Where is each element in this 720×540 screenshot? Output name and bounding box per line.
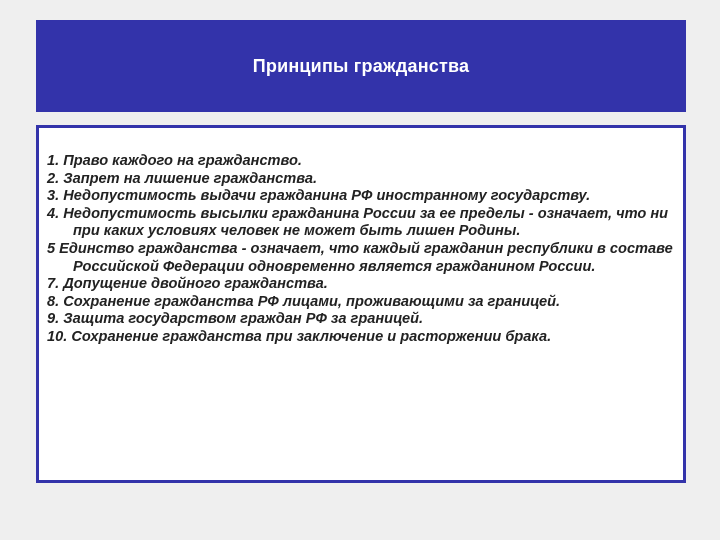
slide-title: Принципы гражданства [252, 55, 470, 76]
principle-item-3: 3. Недопустимость выдачи гражданина РФ иностранному государству. [47, 188, 591, 205]
principle-item-4: 4. Недопустимость высылки гражданина России за ее пределы - означает, что ни при каких условиях человек не может быть лишен Родины. [47, 205, 669, 240]
principles-list [47, 153, 675, 347]
principle-item-5: 5 Единство гражданства - означает, что каждый гражданин республики в составе Российской Федерации одновременно является гражданином России. [47, 240, 673, 275]
principle-item-1: 1. Право каждого на гражданство. [47, 153, 302, 169]
principle-item-10: 10. Сохранение гражданства при заключение и расторжении брака. [47, 328, 552, 345]
principle-item-8: 8. Сохранение гражданства РФ лицами, проживающими за границей. [47, 293, 561, 310]
title-bar [36, 20, 686, 112]
principle-item-2: 2. Запрет на лишение гражданства. [47, 170, 318, 187]
principle-item-7: 7. Допущение двойного гражданства. [47, 276, 328, 293]
principles-box [36, 125, 686, 483]
principle-item-9: 9. Защита государством граждан РФ за границей. [47, 311, 424, 328]
